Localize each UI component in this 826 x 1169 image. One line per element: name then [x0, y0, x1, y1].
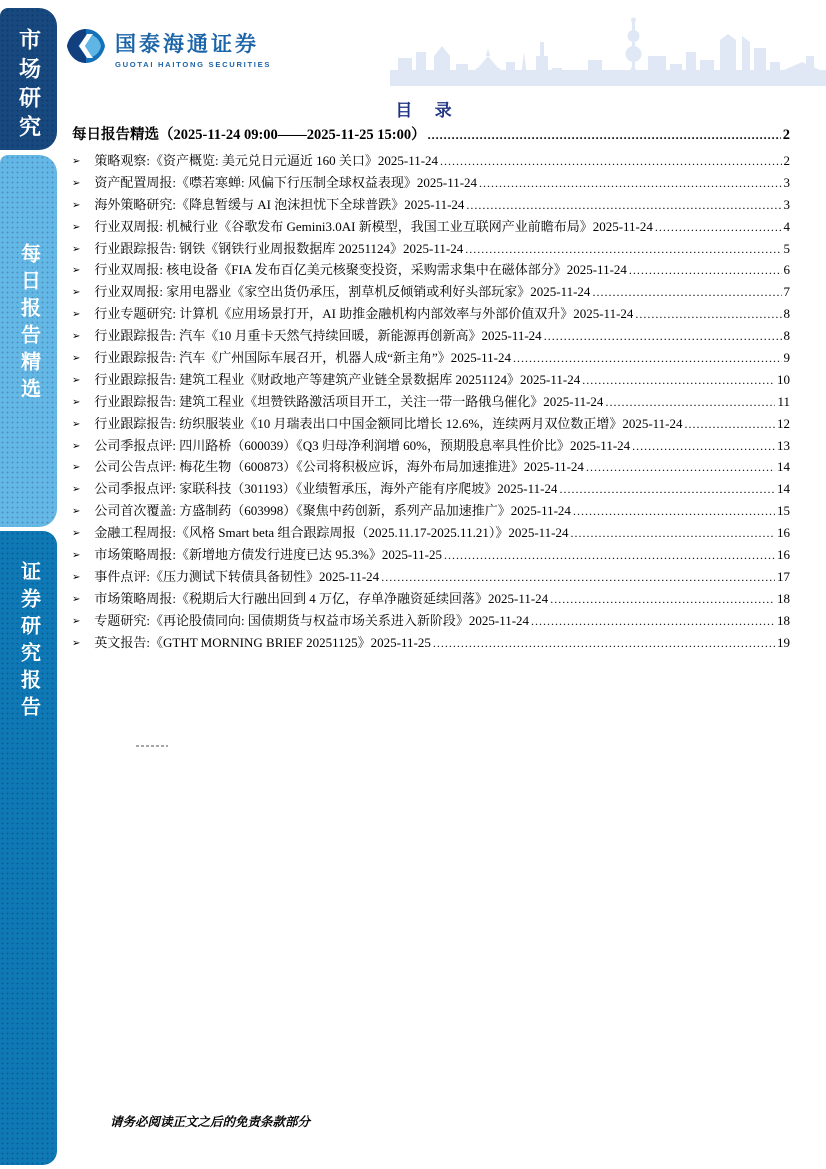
dot-leader — [592, 284, 781, 300]
toc-entry-title: 金融工程周报:《风格 Smart beta 组合跟踪周报（2025.11.17-2025.11.21）》2025-11-24 — [94, 525, 569, 541]
arrow-bullet-icon: ➢ — [72, 484, 81, 496]
toc-entry-row[interactable] — [72, 281, 790, 303]
arrow-bullet-icon: ➢ — [72, 265, 81, 277]
dot-leader — [531, 613, 775, 629]
toc-entry-row[interactable] — [72, 435, 790, 457]
arrow-bullet-icon: ➢ — [72, 528, 81, 540]
toc-entry-page: 3 — [783, 196, 790, 212]
sidebar-band-daily-report-highlights — [0, 155, 57, 527]
footer-disclaimer: 请务必阅读正文之后的免责条款部分 — [110, 1115, 311, 1129]
toc-entry-title: 市场策略周报:《新增地方债发行进度已达 95.3%》2025-11-25 — [94, 547, 443, 563]
toc-section-row[interactable] — [72, 123, 790, 150]
toc-entry-page: 9 — [783, 350, 790, 366]
toc-entry-row[interactable] — [72, 259, 790, 281]
toc-entry-title: 策略观察:《资产概览: 美元兑日元逼近 160 关口》2025-11-24 — [94, 153, 439, 168]
toc-entry-page: 14 — [777, 481, 790, 497]
dot-leader — [571, 525, 776, 541]
toc-entry-page: 18 — [777, 590, 790, 606]
toc-entry-title: 事件点评:《压力测试下转债具备韧性》2025-11-24 — [94, 568, 380, 584]
toc-entry-title: 公司季报点评: 家联科技（301193）《业绩暂承压，海外产能有序爬坡》2025-11-24 — [94, 481, 558, 497]
dot-leader — [586, 459, 775, 475]
toc-entry-row[interactable] — [72, 347, 790, 369]
arrow-bullet-icon: ➢ — [72, 396, 81, 408]
arrow-bullet-icon: ➢ — [72, 353, 81, 365]
dot-leader — [513, 350, 782, 366]
toc-entry-page: 8 — [783, 328, 790, 344]
brand-logo — [66, 28, 271, 69]
dot-leader — [466, 197, 781, 213]
sidebar-band-market-research — [0, 8, 57, 150]
table-of-contents — [72, 123, 790, 653]
toc-entry-row[interactable] — [72, 172, 790, 194]
toc-entry-list — [72, 150, 790, 653]
toc-entry-title: 行业专题研究: 计算机《应用场景打开，AI 助推金融机构内部效率与外部价值双升》2025-11-24 — [94, 306, 634, 322]
toc-entry-page: 6 — [783, 262, 790, 278]
arrow-bullet-icon: ➢ — [72, 199, 81, 211]
toc-entry-page: 19 — [777, 634, 790, 650]
dot-leader — [582, 372, 775, 388]
toc-entry-page: 7 — [783, 284, 790, 300]
toc-entry-row[interactable] — [72, 216, 790, 238]
dot-leader — [440, 153, 781, 169]
dot-leader — [381, 569, 775, 585]
toc-entry-title: 行业双周报: 机械行业《谷歌发布 Gemini3.0AI 新模型，我国工业互联网产业前瞻布局》2025-11-24 — [94, 218, 653, 234]
toc-entry-title: 行业跟踪报告: 钢铁《钢铁行业周报数据库 20251124》2025-11-24 — [94, 240, 464, 256]
toc-entry-title: 行业跟踪报告: 汽车《10 月重卡天然气持续回暖，新能源再创新高》2025-11-24 — [94, 328, 542, 344]
arrow-bullet-icon: ➢ — [72, 462, 81, 474]
dot-leader — [465, 241, 781, 257]
dot-leader — [573, 503, 775, 519]
company-logo-icon — [66, 28, 106, 69]
toc-entry-page: 3 — [783, 174, 790, 190]
toc-entry-page: 11 — [777, 393, 790, 409]
page-title: 目 录 — [395, 101, 461, 120]
arrow-bullet-icon: ➢ — [72, 374, 81, 386]
toc-entry-page: 18 — [777, 612, 790, 628]
toc-entry-title: 行业双周报: 家用电器业《家空出货仍承压，割草机反倾销或利好头部玩家》2025-11-24 — [94, 284, 591, 300]
toc-entry-title: 专题研究:《再论股债同向: 国债期货与权益市场关系进入新阶段》2025-11-24 — [94, 612, 530, 628]
toc-entry-page: 13 — [777, 437, 790, 453]
toc-entry-page: 16 — [777, 547, 790, 563]
dot-leader — [632, 438, 775, 454]
dot-leader — [635, 306, 781, 322]
toc-entry-page: 16 — [777, 525, 790, 541]
toc-entry-row[interactable] — [72, 632, 790, 654]
dot-leader — [655, 219, 782, 235]
arrow-bullet-icon: ➢ — [72, 615, 81, 627]
city-skyline-watermark-icon — [390, 12, 826, 100]
dot-leader — [444, 547, 775, 563]
toc-entry-row[interactable] — [72, 413, 790, 435]
toc-entry-row[interactable] — [72, 303, 790, 325]
toc-entry-title: 资产配置周报:《噤若寒蝉: 风偏下行压制全球权益表现》2025-11-24 — [94, 174, 478, 190]
arrow-bullet-icon: ➢ — [72, 418, 81, 430]
toc-entry-row[interactable] — [72, 325, 790, 347]
toc-entry-page: 12 — [777, 415, 790, 431]
toc-entry-row[interactable] — [72, 522, 790, 544]
dot-leader — [433, 635, 775, 651]
toc-entry-page: 14 — [777, 459, 790, 475]
toc-entry-title: 海外策略研究:《降息暂缓与 AI 泡沫担忧下全球普跌》2025-11-24 — [94, 196, 465, 212]
dot-leader — [428, 127, 781, 144]
arrow-bullet-icon: ➢ — [72, 440, 81, 452]
arrow-bullet-icon: ➢ — [72, 156, 81, 167]
arrow-bullet-icon: ➢ — [72, 177, 81, 189]
sidebar-band-securities-research-report — [0, 531, 57, 1165]
toc-entry-title: 行业双周报: 核电设备《FIA 发布百亿美元核聚变投资，采购需求集中在磁体部分》2025-11-24 — [94, 262, 627, 278]
toc-section-page: 2 — [782, 127, 790, 143]
toc-entry-page: 4 — [783, 218, 790, 234]
arrow-bullet-icon: ➢ — [72, 506, 81, 518]
dot-leader — [629, 262, 782, 278]
toc-entry-row[interactable] — [72, 456, 790, 478]
toc-entry-page: 8 — [783, 306, 790, 322]
toc-entry-page: 15 — [777, 503, 790, 519]
sidebar-band-label: 每日报告精选 — [17, 243, 40, 405]
toc-entry-title: 市场策略周报:《税期后大行融出回到 4 万亿，存单净融资延续回落》2025-11-24 — [94, 590, 549, 606]
arrow-bullet-icon: ➢ — [72, 243, 81, 255]
sidebar-band-label: 市场研究 — [16, 28, 42, 144]
arrow-bullet-icon: ➢ — [72, 287, 81, 299]
toc-entry-row[interactable] — [72, 478, 790, 500]
print-smudge-artifact — [136, 745, 168, 747]
toc-entry-row[interactable] — [72, 150, 790, 172]
toc-entry-row[interactable] — [72, 391, 790, 413]
toc-entry-page: 5 — [783, 240, 790, 256]
toc-entry-row[interactable] — [72, 544, 790, 566]
toc-entry-page: 10 — [777, 371, 790, 387]
dot-leader — [559, 481, 775, 497]
toc-entry-row[interactable] — [72, 566, 790, 588]
toc-entry-title: 公司季报点评: 四川路桥（600039）《Q3 归母净利润增 60%，预期股息率具性价比》2025-11-24 — [94, 437, 631, 453]
dot-leader — [550, 591, 775, 607]
toc-entry-row[interactable] — [72, 610, 790, 632]
toc-section-label: 每日报告精选（2025-11-24 09:00——2025-11-25 15:00） — [72, 127, 426, 143]
arrow-bullet-icon: ➢ — [72, 221, 81, 233]
arrow-bullet-icon: ➢ — [72, 593, 81, 605]
dot-leader — [544, 328, 782, 344]
toc-entry-row[interactable] — [72, 238, 790, 260]
company-name-cn: 国泰海通证券 — [115, 33, 259, 56]
toc-entry-title: 行业跟踪报告: 建筑工程业《财政地产等建筑产业链全景数据库 20251124》2025-11-24 — [94, 371, 581, 387]
arrow-bullet-icon: ➢ — [72, 331, 81, 343]
toc-entry-row[interactable] — [72, 588, 790, 610]
toc-entry-title: 行业跟踪报告: 建筑工程业《坦赞铁路激活项目开工，关注一带一路俄乌催化》2025-11-24 — [94, 393, 604, 409]
arrow-bullet-icon: ➢ — [72, 637, 81, 649]
toc-entry-title: 公司公告点评: 梅花生物（600873）《公司将积极应诉，海外布局加速推进》2025-11-24 — [94, 459, 584, 475]
arrow-bullet-icon: ➢ — [72, 571, 81, 583]
dot-leader — [605, 394, 775, 410]
arrow-bullet-icon: ➢ — [72, 309, 81, 321]
company-name-en: GUOTAI HAITONG SECURITIES — [115, 60, 272, 69]
toc-entry-row[interactable] — [72, 500, 790, 522]
toc-entry-title: 行业跟踪报告: 汽车《广州国际车展召开，机器人成“新主角”》2025-11-24 — [94, 350, 511, 366]
toc-entry-title: 英文报告:《GTHT MORNING BRIEF 20251125》2025-11-25 — [94, 634, 431, 650]
toc-entry-page: 2 — [783, 153, 790, 168]
arrow-bullet-icon: ➢ — [72, 550, 81, 562]
sidebar-band-label: 证券研究报告 — [17, 561, 40, 723]
toc-entry-title: 公司首次覆盖: 方盛制药（603998）《聚焦中药创新，系列产品加速推广》2025-11-24 — [94, 503, 571, 519]
dot-leader — [479, 175, 781, 191]
toc-entry-row[interactable] — [72, 194, 790, 216]
toc-entry-title: 行业跟踪报告: 纺织服装业《10 月瑞表出口中国金额同比增长 12.6%，连续两月双位数正增》2025-11-24 — [94, 415, 683, 431]
toc-entry-page: 17 — [777, 568, 790, 584]
toc-entry-row[interactable] — [72, 369, 790, 391]
dot-leader — [685, 416, 775, 432]
